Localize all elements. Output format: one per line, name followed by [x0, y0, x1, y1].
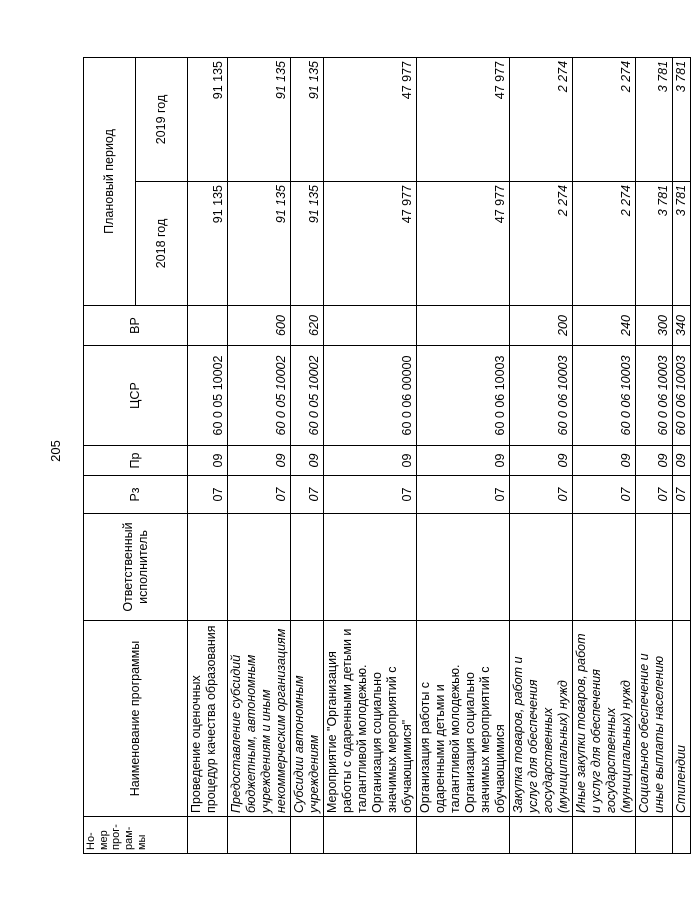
table-row	[188, 57, 228, 853]
cell-rz: 07	[573, 476, 636, 514]
cell-program-number	[417, 817, 510, 854]
cell-executor	[573, 514, 636, 621]
cell-2019: 3 781	[636, 57, 673, 181]
cell-executor	[188, 514, 228, 621]
cell-2018: 3 781	[636, 182, 673, 306]
cell-2019: 47 977	[324, 57, 417, 181]
cell-pr: 09	[510, 446, 573, 476]
cell-executor	[673, 514, 691, 621]
cell-vr: 240	[573, 306, 636, 346]
cell-2019: 47 977	[417, 57, 510, 181]
table-row	[417, 57, 510, 853]
cell-pr: 09	[417, 446, 510, 476]
header-year-2019: 2019 год	[136, 57, 188, 181]
cell-program-number	[636, 817, 673, 854]
rotated-budget-table-container	[83, 58, 688, 854]
cell-rz: 07	[673, 476, 691, 514]
cell-program-number	[510, 817, 573, 854]
cell-2019: 2 274	[510, 57, 573, 181]
cell-2019: 3 781	[673, 57, 691, 181]
cell-csr: 60 0 06 10003	[573, 346, 636, 446]
cell-2019: 91 135	[188, 57, 228, 181]
cell-csr: 60 0 06 10003	[510, 346, 573, 446]
cell-pr: 09	[673, 446, 691, 476]
cell-rz: 07	[636, 476, 673, 514]
cell-rz: 07	[324, 476, 417, 514]
header-program-name: Наименование программы	[84, 621, 188, 817]
cell-executor	[417, 514, 510, 621]
cell-executor	[324, 514, 417, 621]
cell-pr: 09	[636, 446, 673, 476]
budget-table	[83, 57, 691, 854]
table-row	[291, 57, 324, 853]
cell-rz: 07	[188, 476, 228, 514]
cell-vr: 600	[228, 306, 291, 346]
header-csr: ЦСР	[84, 346, 188, 446]
table-row	[673, 57, 691, 853]
header-vr: ВР	[84, 306, 188, 346]
table-row	[636, 57, 673, 853]
cell-program-name: Организация работы с одаренными детьми и талантливой молодежью. Организация социально значимых мероприятий с обучающимися	[417, 621, 510, 817]
cell-csr: 60 0 06 10003	[673, 346, 691, 446]
cell-2019: 2 274	[573, 57, 636, 181]
cell-executor	[510, 514, 573, 621]
cell-program-name: Предоставление субсидий бюджетным, автономным учреждениям и иным некоммерческим организациям	[228, 621, 291, 817]
cell-rz: 07	[228, 476, 291, 514]
cell-vr	[417, 306, 510, 346]
cell-pr: 09	[324, 446, 417, 476]
cell-program-name: Субсидии автономным учреждениям	[291, 621, 324, 817]
cell-executor	[291, 514, 324, 621]
table-row	[324, 57, 417, 853]
cell-2018: 91 135	[291, 182, 324, 306]
table-row	[573, 57, 636, 853]
cell-vr	[324, 306, 417, 346]
cell-vr: 300	[636, 306, 673, 346]
header-year-2018: 2018 год	[136, 182, 188, 306]
table-row	[228, 57, 291, 853]
cell-program-number	[228, 817, 291, 854]
header-pr: Пр	[84, 446, 188, 476]
cell-program-name: Стипендии	[673, 621, 691, 817]
cell-csr: 60 0 05 10002	[188, 346, 228, 446]
cell-2019: 91 135	[291, 57, 324, 181]
cell-pr: 09	[573, 446, 636, 476]
header-rz: Рз	[84, 476, 188, 514]
cell-program-number	[673, 817, 691, 854]
cell-program-number	[573, 817, 636, 854]
cell-2018: 47 977	[417, 182, 510, 306]
cell-2019: 91 135	[228, 57, 291, 181]
table-body	[188, 57, 691, 853]
cell-rz: 07	[417, 476, 510, 514]
header-planned-period: Плановый период	[84, 57, 136, 305]
cell-vr: 340	[673, 306, 691, 346]
cell-csr: 60 0 05 10002	[291, 346, 324, 446]
cell-2018: 47 977	[324, 182, 417, 306]
header-program-number: Но-мер прог-рам-мы	[84, 817, 188, 854]
cell-pr: 09	[228, 446, 291, 476]
cell-2018: 91 135	[188, 182, 228, 306]
cell-executor	[228, 514, 291, 621]
cell-program-name: Проведение оценочных процедур качества образования	[188, 621, 228, 817]
cell-2018: 2 274	[573, 182, 636, 306]
cell-program-name: Иные закупки товаров, работ и услуг для обеспечения государственных (муниципальных) нужд	[573, 621, 636, 817]
cell-2018: 91 135	[228, 182, 291, 306]
cell-program-number	[324, 817, 417, 854]
cell-2018: 3 781	[673, 182, 691, 306]
table-row	[510, 57, 573, 853]
cell-csr: 60 0 06 10003	[636, 346, 673, 446]
cell-program-name: Мероприятие "Организация работы с одаренными детьми и талантливой молодежью. Организация социально значимых мероприятий с обучающимися"	[324, 621, 417, 817]
cell-vr: 620	[291, 306, 324, 346]
header-executor: Ответственный исполнитель	[84, 514, 188, 621]
cell-rz: 07	[510, 476, 573, 514]
cell-csr: 60 0 05 10002	[228, 346, 291, 446]
page-number: 205	[48, 440, 63, 462]
cell-executor	[636, 514, 673, 621]
cell-csr: 60 0 06 10003	[417, 346, 510, 446]
cell-vr	[188, 306, 228, 346]
cell-program-name: Социальное обеспечение и иные выплаты населению	[636, 621, 673, 817]
cell-vr: 200	[510, 306, 573, 346]
cell-csr: 60 0 06 00000	[324, 346, 417, 446]
cell-program-name: Закупка товаров, работ и услуг для обеспечения государственных (муниципальных) нужд	[510, 621, 573, 817]
cell-2018: 2 274	[510, 182, 573, 306]
cell-program-number	[188, 817, 228, 854]
cell-pr: 09	[291, 446, 324, 476]
cell-program-number	[291, 817, 324, 854]
cell-pr: 09	[188, 446, 228, 476]
cell-rz: 07	[291, 476, 324, 514]
